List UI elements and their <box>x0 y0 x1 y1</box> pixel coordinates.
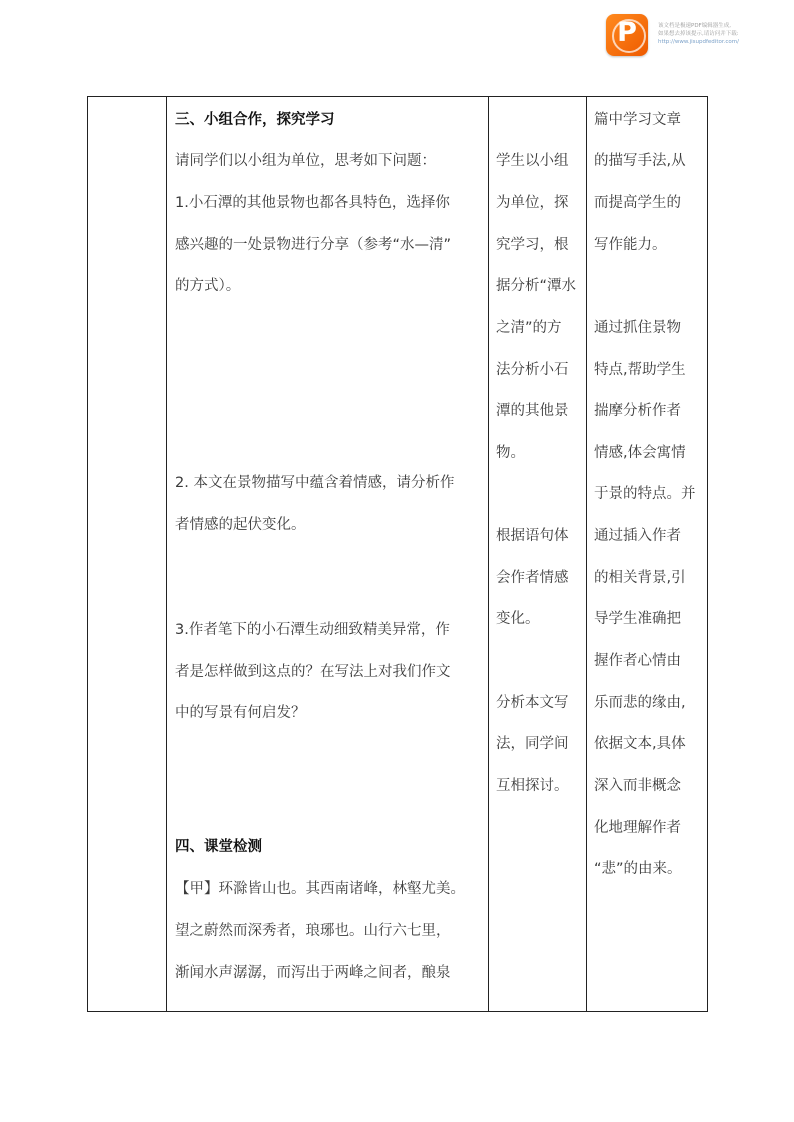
intent-line: 乐而悲的缘由, <box>594 695 686 711</box>
activity-line: 法，同学间 <box>496 736 569 752</box>
intent-line: 于景的特点。并 <box>594 486 696 502</box>
intent-line: 揣摩分析作者 <box>594 403 681 419</box>
teaching-content-column <box>167 97 489 1012</box>
intent-line: 导学生准确把 <box>594 611 681 627</box>
question-1-line: 的方式）。 <box>175 278 241 294</box>
intent-line: 特点,帮助学生 <box>594 362 686 378</box>
passage-line: 望之蔚然而深秀者，琅琊也。山行六七里， <box>175 923 451 939</box>
intent-line: 而提高学生的 <box>594 195 681 211</box>
activity-line: 根据语句体 <box>496 528 569 544</box>
activity-line: 会作者情感 <box>496 570 569 586</box>
watermark-line: 如果想去掉该提示,请访问并下载: <box>658 31 739 37</box>
pdf-editor-logo-icon: P <box>606 14 648 56</box>
watermark-text <box>658 22 778 46</box>
activity-line: 物。 <box>496 445 525 461</box>
design-intent-column <box>587 97 708 1012</box>
question-2-line: 2. 本文在景物描写中蕴含着情感，请分析作 <box>175 475 455 491</box>
intent-line: 篇中学习文章 <box>594 112 681 128</box>
section-heading: 四、课堂检测 <box>175 839 262 855</box>
intent-line: 化地理解作者 <box>594 820 681 836</box>
activity-line: 法分析小石 <box>496 362 569 378</box>
intent-line: 写作能力。 <box>594 237 667 253</box>
student-activity-column <box>489 97 587 1012</box>
question-3-line: 者是怎样做到这点的？在写法上对我们作文 <box>175 664 451 680</box>
intro-text: 请同学们以小组为单位，思考如下问题： <box>175 153 436 169</box>
question-1-line: 1.小石潭的其他景物也都各具特色，选择你 <box>175 195 450 211</box>
question-1-line: 感兴趣的一处景物进行分享（参考“水—清” <box>175 237 452 253</box>
question-2-line: 者情感的起伏变化。 <box>175 517 306 533</box>
activity-line: 究学习，根 <box>496 237 569 253</box>
pdf-editor-watermark <box>606 14 776 58</box>
activity-line: 学生以小组 <box>496 153 569 169</box>
intent-line: 深入而非概念 <box>594 778 681 794</box>
activity-line: 为单位，探 <box>496 195 569 211</box>
question-3-line: 中的写景有何启发？ <box>175 705 306 721</box>
question-3-line: 3.作者笔下的小石潭生动细致精美异常，作 <box>175 622 450 638</box>
passage-line: 渐闻水声潺潺，而泻出于两峰之间者，酿泉 <box>175 965 451 981</box>
intent-line: 依据文本,具体 <box>594 736 686 752</box>
activity-line: 据分析“潭水 <box>496 278 577 294</box>
watermark-line: 该文档是极速PDF编辑器生成, <box>658 23 731 29</box>
intent-line: 通过插入作者 <box>594 528 681 544</box>
activity-line: 变化。 <box>496 611 540 627</box>
section-column <box>88 97 167 1012</box>
section-heading: 三、小组合作，探究学习 <box>175 112 335 128</box>
intent-line: 情感,体会寓情 <box>594 445 686 461</box>
lesson-plan-table <box>87 96 708 1012</box>
activity-line: 潭的其他景 <box>496 403 569 419</box>
intent-line: “悲”的由来。 <box>594 861 682 877</box>
intent-line: 握作者心情由 <box>594 653 681 669</box>
activity-line: 之清”的方 <box>496 320 562 336</box>
intent-line: 的描写手法,从 <box>594 153 686 169</box>
intent-line: 的相关背景,引 <box>594 570 686 586</box>
activity-line: 互相探讨。 <box>496 778 569 794</box>
activity-line: 分析本文写 <box>496 695 569 711</box>
watermark-url: http://www.jisupdfeditor.com/ <box>658 39 739 45</box>
intent-line: 通过抓住景物 <box>594 320 681 336</box>
passage-line: 【甲】环滁皆山也。其西南诸峰，林壑尤美。 <box>175 881 465 897</box>
